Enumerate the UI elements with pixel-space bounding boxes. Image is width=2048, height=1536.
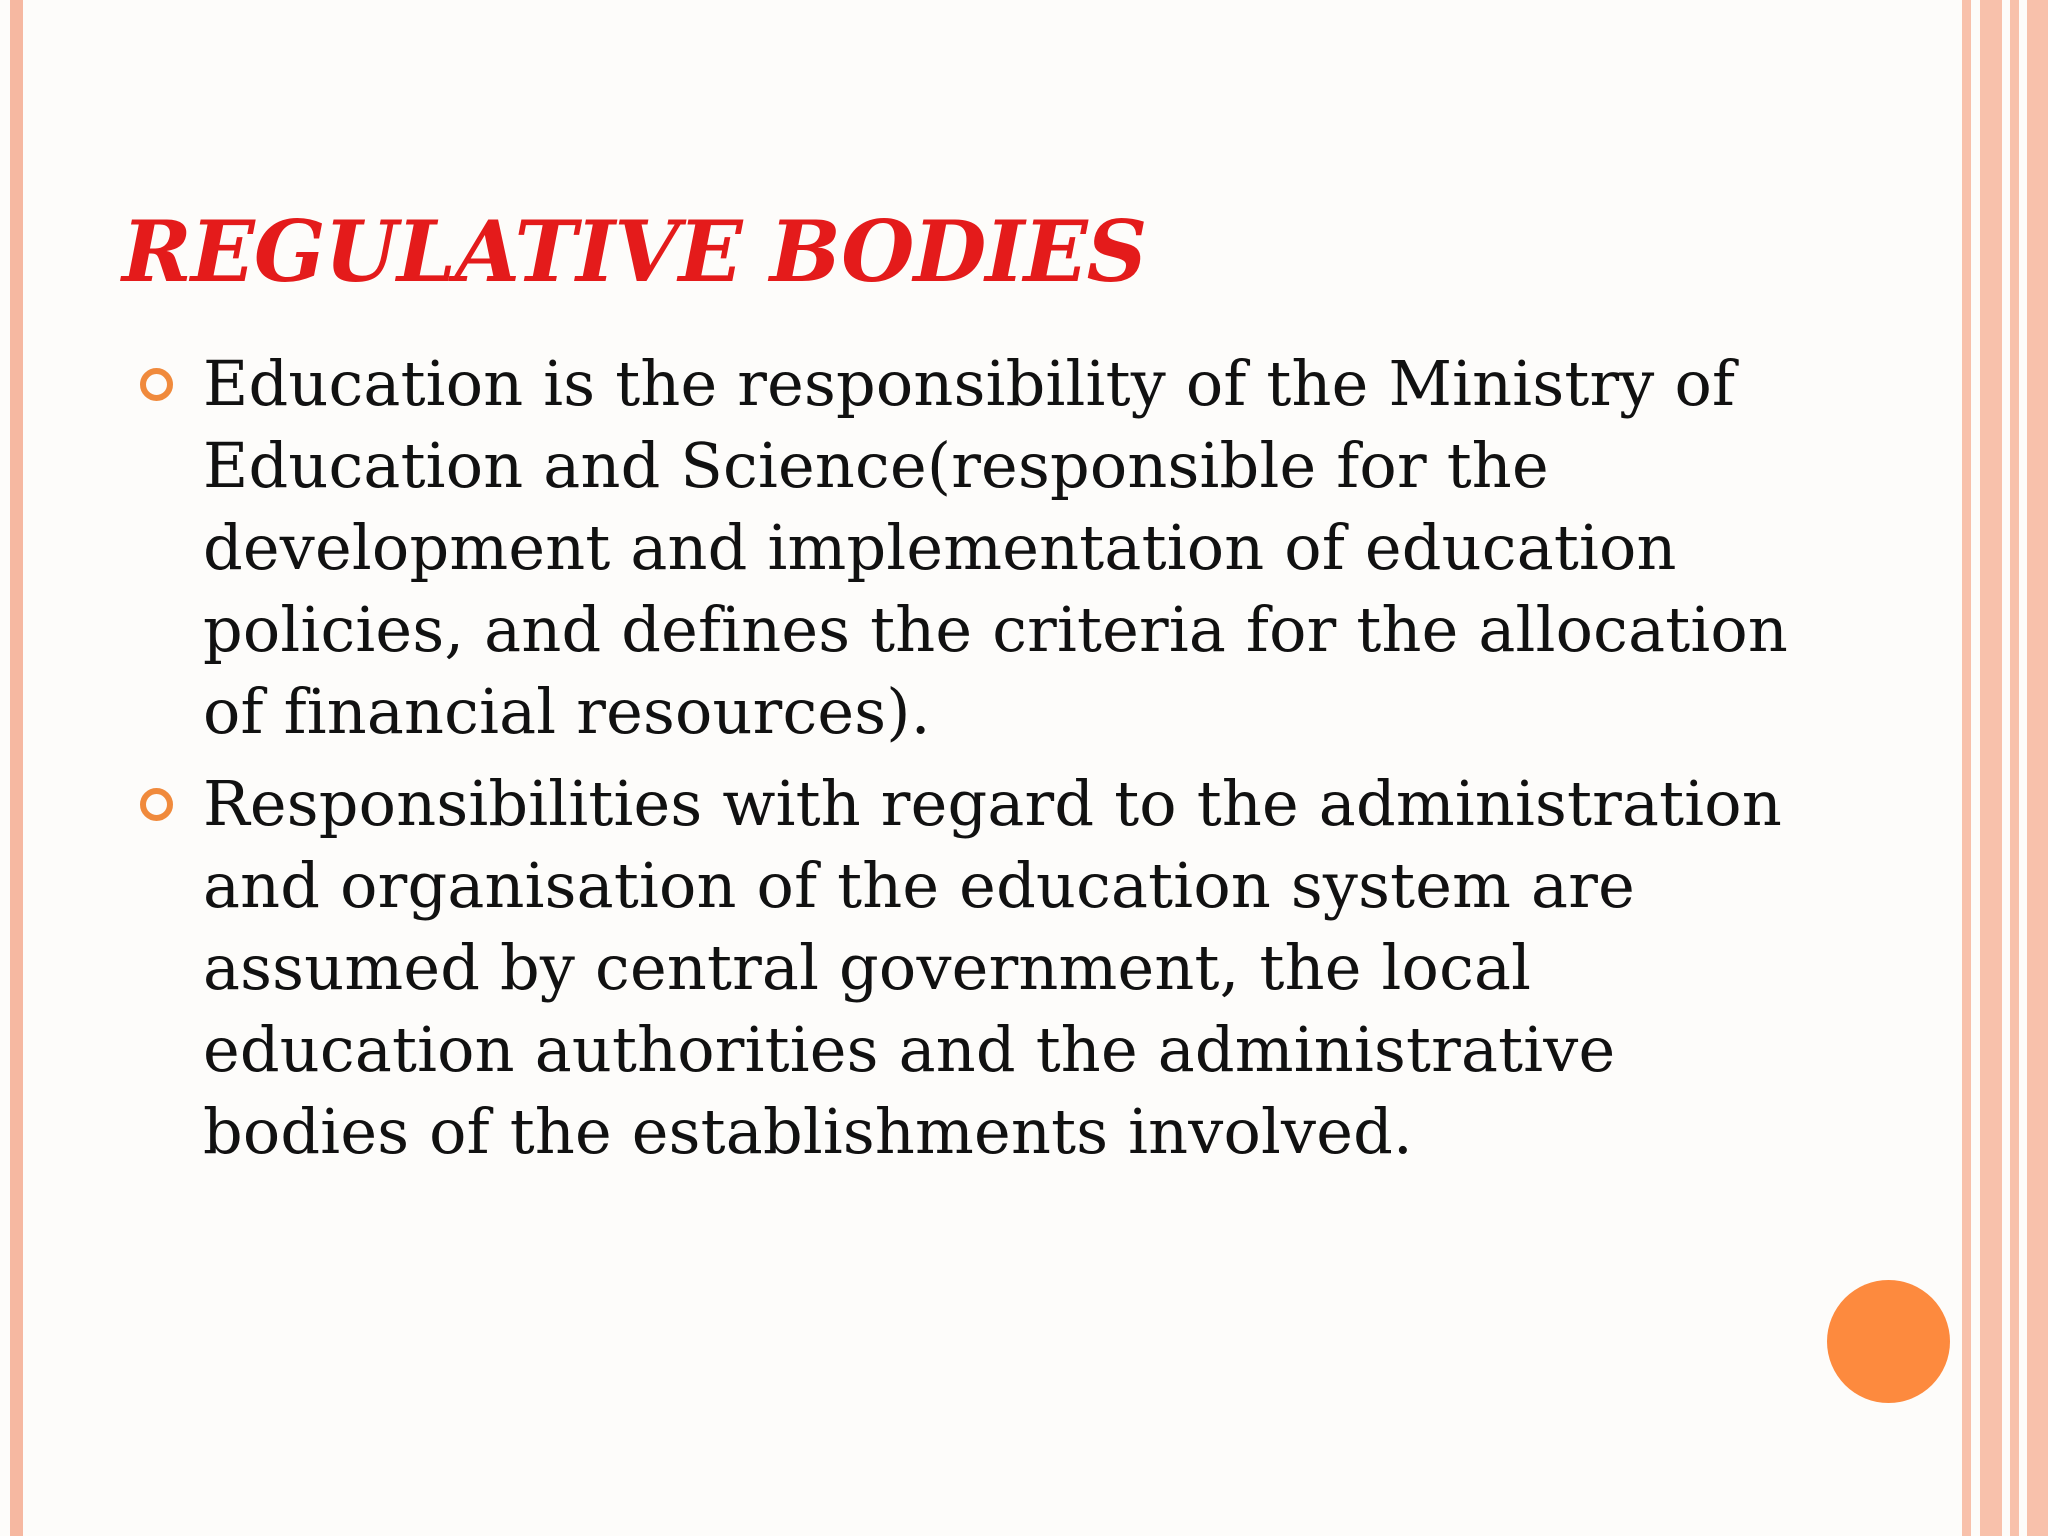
right-border-stripe	[2010, 0, 2019, 1536]
bullet-item	[140, 763, 1840, 1173]
bullet-text-line: development and implementation of education	[203, 511, 1677, 584]
bullet-text-line: policies, and defines the criteria for the allocation	[203, 593, 1789, 666]
ring-bullet-icon	[140, 788, 173, 821]
ring-bullet-icon	[140, 368, 173, 401]
bullet-text-line: Responsibilities with regard to the administration	[203, 767, 1782, 840]
right-border-stripe	[1962, 0, 1971, 1536]
bullet-item	[140, 343, 1840, 753]
bullet-text-line: and organisation of the education system are	[203, 849, 1635, 922]
bullet-list	[140, 343, 1840, 1183]
bullet-text-line: Education and Science(responsible for the	[203, 429, 1549, 502]
slide-title: REGULATIVE BODIES	[122, 202, 1147, 301]
decorative-orange-circle	[1827, 1280, 1950, 1403]
bullet-text-line: bodies of the establishments involved.	[203, 1095, 1413, 1168]
bullet-text-line: education authorities and the administrative	[203, 1013, 1616, 1086]
right-border-stripe	[1980, 0, 2002, 1536]
bullet-text-line: of financial resources).	[203, 675, 931, 748]
bullet-text-line: Education is the responsibility of the Ministry of	[203, 347, 1736, 420]
left-border-stripe	[10, 0, 23, 1536]
right-border-stripe	[2027, 0, 2048, 1536]
bullet-text-line: assumed by central government, the local	[203, 931, 1532, 1004]
